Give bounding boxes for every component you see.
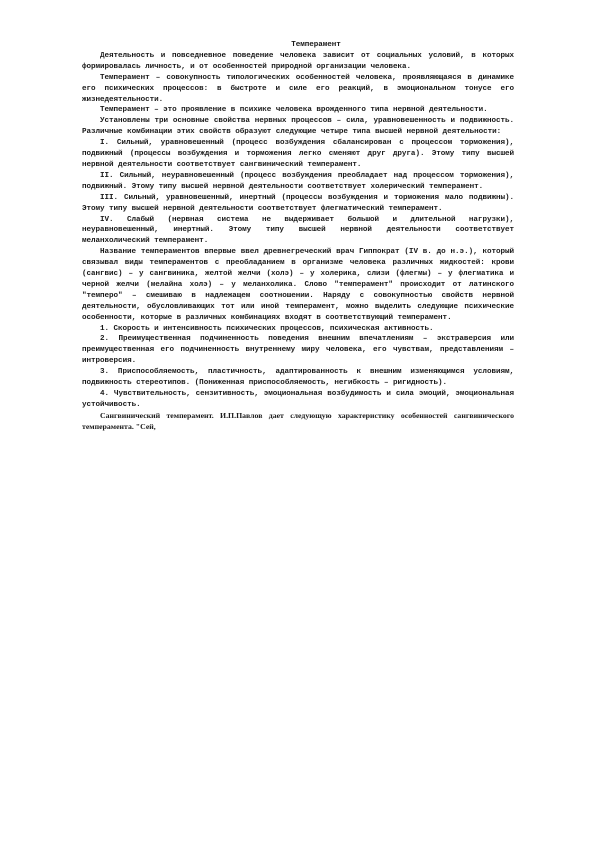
paragraph: II. Сильный, неуравновешенный (процесс возбуждения преобладает над процессом торможения), подвижный. Этому типу высшей нервной деятельности соответствует холерический темперамент. xyxy=(82,171,514,191)
paragraph: 4. Чувствительность, сензитивность, эмоциональная возбудимость и сила эмоций, эмоциональная устойчивость. xyxy=(82,390,514,409)
document-title: Темперамент xyxy=(291,41,341,49)
paragraph: IV. Слабый (нервная система не выдерживает большой и длительной нагрузки), неуравновешенный, инертный. Этому типу высшей нервной деятельности соответствует меланхолический темперамент. xyxy=(82,215,514,246)
paragraph: Название темпераментов впервые ввел древнегреческий врач Гиппократ (IV в. до н.э.), который связывал виды темпераментов с преобладанием в организме человека различных жидкостей: крови (сангвис) – у сангвиника, желтой желчи (холэ) – у холерика, слизи (флегмы) – у флегматика и черной желчи (мелайна холэ) – у меланхолика. Слово "темперамент" происходит от латинского "темперо" – смешиваю в надлежащем соотношении. Наряду с совокупностью свойств нервной деятельности, обусловливающих тот или иной темперамент, можно выделить следующие психические особенности, которые в различных комбинациях входят в соответствующий темперамент. xyxy=(82,248,514,322)
paragraph: Сангвинический темперамент. И.П.Павлов дает следующую характеристику особенностей сангвинического темперамента. "Сей, xyxy=(82,410,514,431)
paragraph: Темперамент – совокупность типологических особенностей человека, проявляющаяся в динамике его психических процессов: в быстроте и силе его реакций, в эмоциональном тонусе его жизнедеятельности. xyxy=(82,73,514,104)
paragraph: 1. Скорость и интенсивность психических процессов, психическая активность. xyxy=(100,324,434,333)
paragraph: 3. Приспособляемость, пластичность, адаптированность к внешним изменяющимся условиям, подвижность стереотипов. (Пониженная приспособляемость, негибкость – ригидность). xyxy=(82,368,514,388)
document-body xyxy=(82,40,514,433)
paragraph: Темперамент – это проявление в психике человека врожденного типа нервной деятельности. xyxy=(100,106,488,115)
paragraph: Деятельность и повседневное поведение человека зависит от социальных условий, в которых формировалась личность, и от особенностей природной организации человека. xyxy=(82,51,514,71)
paragraph: Установлены три основные свойства нервных процессов – сила, уравновешенность и подвижность. Различные комбинации этих свойств образуют следующие четыре типа высшей нервной деятельности: xyxy=(82,117,514,137)
paragraph: 2. Преимущественная подчиненность поведения внешним впечатлениям – экстраверсия или преимущественная его подчиненность внутреннему миру человека, его чувствам, представлениям – интроверсия. xyxy=(82,335,514,366)
paragraph: I. Сильный, уравновешенный (процесс возбуждения сбалансирован с процессом торможения), подвижный (процессы возбуждения и торможения легко сменяют друг друга). Этому типу высшей нервной деятельности соответствует сангвинический темперамент. xyxy=(82,139,514,169)
paragraph: III. Сильный, уравновешенный, инертный (процессы возбуждения и торможения мало подвижны). Этому типу высшей нервной деятельности соответствует флегматический темперамент. xyxy=(82,193,514,213)
